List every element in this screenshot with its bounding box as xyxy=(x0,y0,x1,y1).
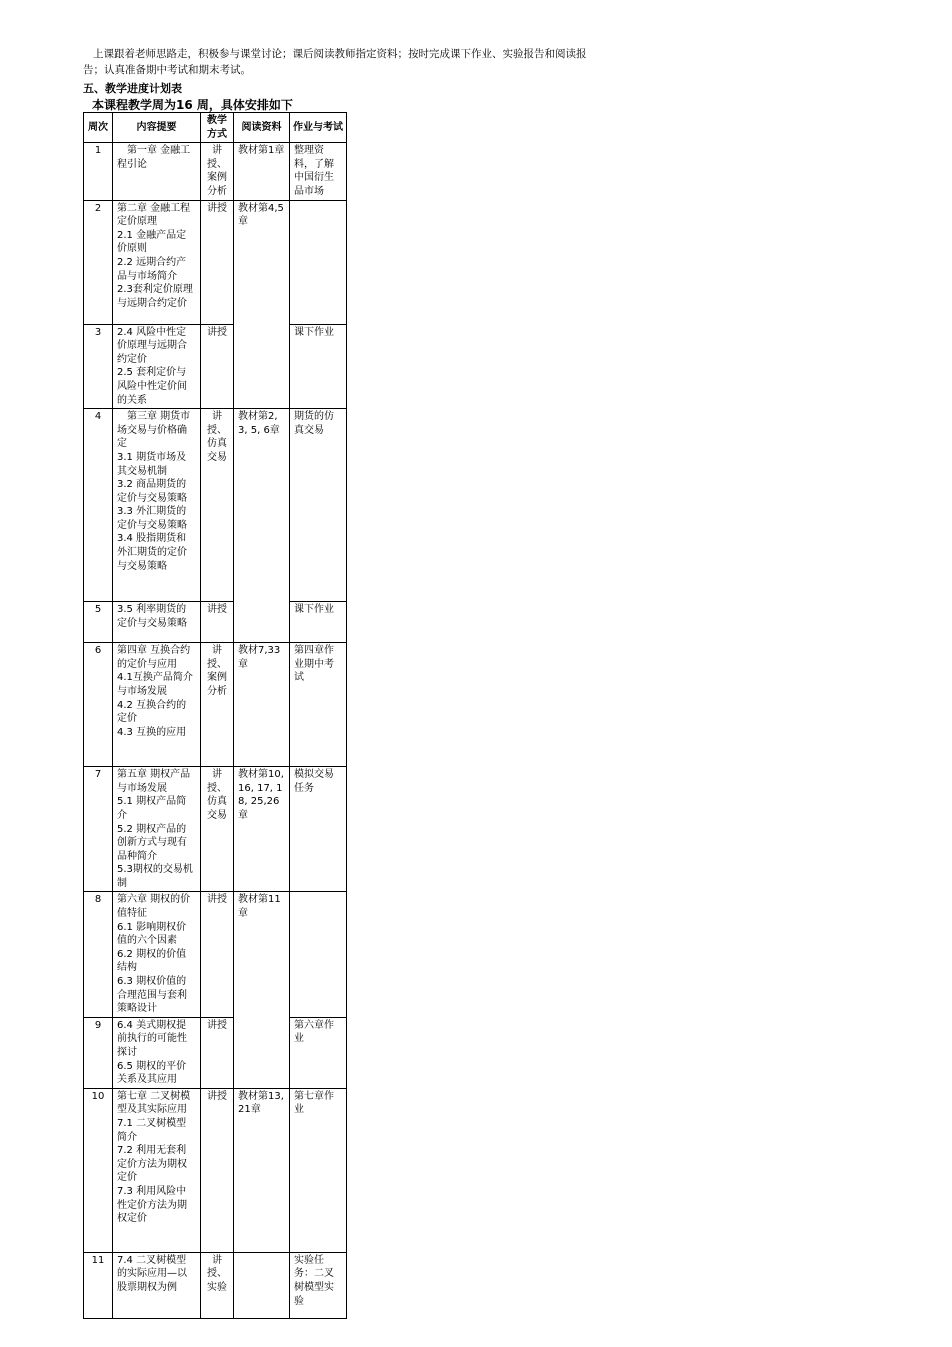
reading-cell: 教材第4,5章 xyxy=(234,200,290,409)
table-header-row xyxy=(84,113,347,143)
table-row xyxy=(84,200,347,324)
header-content: 内容提要 xyxy=(113,113,201,143)
content-cell: 第四章 互换合约的定价与应用 4.1互换产品简介与市场发展 4.2 互换合约的定价 4.3 互换的应用 xyxy=(113,643,201,767)
week-number: 11 xyxy=(84,1252,113,1318)
reading-cell: 教材第10, 16, 17, 18, 25,26章 xyxy=(234,767,290,892)
method-cell: 讲授、仿真交易 xyxy=(201,409,234,602)
table-row xyxy=(84,892,347,1017)
table-row xyxy=(84,643,347,767)
method-cell: 讲授 xyxy=(201,602,234,643)
method-cell: 讲授 xyxy=(201,1017,234,1088)
homework-cell: 整理资料，了解中国衍生品市场 xyxy=(290,143,347,200)
schedule-table xyxy=(83,112,347,1319)
table-row xyxy=(84,143,347,200)
homework-cell: 第四章作业期中考试 xyxy=(290,643,347,767)
table-row xyxy=(84,767,347,892)
homework-cell: 课下作业 xyxy=(290,602,347,643)
content-cell: 2.4 风险中性定价原理与远期合约定价 2.5 套利定价与风险中性定价间的关系 xyxy=(113,324,201,409)
method-cell: 讲授 xyxy=(201,892,234,1017)
week-number: 10 xyxy=(84,1088,113,1252)
table-row xyxy=(84,602,347,643)
week-number: 3 xyxy=(84,324,113,409)
week-number: 9 xyxy=(84,1017,113,1088)
homework-cell: 课下作业 xyxy=(290,324,347,409)
table-row xyxy=(84,409,347,602)
header-reading: 阅读资料 xyxy=(234,113,290,143)
homework-cell: 第七章作业 xyxy=(290,1088,347,1252)
content-cell: 第五章 期权产品与市场发展 5.1 期权产品简介 5.2 期权产品的创新方式与现有品种简介 5.3期权的交易机制 xyxy=(113,767,201,892)
content-cell: 6.4 美式期权提前执行的可能性探讨 6.5 期权的平价关系及其应用 xyxy=(113,1017,201,1088)
method-cell: 讲授、仿真交易 xyxy=(201,767,234,892)
content-cell: 第六章 期权的价值特征 6.1 影响期权价值的六个因素 6.2 期权的价值结构 6.3 期权价值的合理范围与套利策略设计 xyxy=(113,892,201,1017)
week-number: 8 xyxy=(84,892,113,1017)
method-cell: 讲授 xyxy=(201,324,234,409)
table-row xyxy=(84,1088,347,1252)
header-homework: 作业与考试 xyxy=(290,113,347,143)
reading-cell: 教材第2, 3, 5, 6章 xyxy=(234,409,290,643)
reading-cell: 教材第11章 xyxy=(234,892,290,1088)
homework-cell xyxy=(290,892,347,1017)
section-title: 五、教学进度计划表 xyxy=(83,82,182,95)
week-number: 5 xyxy=(84,602,113,643)
content-cell: 第二章 金融工程定价原理 2.1 金融产品定价原则 2.2 远期合约产品与市场简介 2.3套利定价原理与远期合约定价 xyxy=(113,200,201,324)
reading-cell: 教材第13,21章 xyxy=(234,1088,290,1252)
content-cell: 7.4 二叉树模型的实际应用—以股票期权为例 xyxy=(113,1252,201,1318)
method-cell: 讲授、实验 xyxy=(201,1252,234,1318)
week-number: 1 xyxy=(84,143,113,200)
homework-cell: 期货的仿真交易 xyxy=(290,409,347,602)
header-week: 周次 xyxy=(84,113,113,143)
schedule-subtitle: 本课程教学周为16 周，具体安排如下 xyxy=(92,98,293,112)
content-cell: 第三章 期货市场交易与价格确定 3.1 期货市场及其交易机制 3.2 商品期货的定价与交易策略 3.3 外汇期货的定价与交易策略 3.4 股指期货和外汇期货的定价与交易策略 xyxy=(113,409,201,602)
homework-cell xyxy=(290,200,347,324)
week-number: 4 xyxy=(84,409,113,602)
reading-cell: 教材第1章 xyxy=(234,143,290,200)
header-method: 教学方式 xyxy=(201,113,234,143)
content-cell: 第七章 二叉树模型及其实际应用 7.1 二叉树模型简介 7.2 利用无套利定价方法为期权定价 7.3 利用风险中性定价方法为期权定价 xyxy=(113,1088,201,1252)
table-row xyxy=(84,324,347,409)
content-cell: 3.5 利率期货的定价与交易策略 xyxy=(113,602,201,643)
reading-cell xyxy=(234,1252,290,1318)
reading-cell: 教材7,33章 xyxy=(234,643,290,767)
homework-cell: 实验任务：二叉树模型实验 xyxy=(290,1252,347,1318)
table-row xyxy=(84,1017,347,1088)
week-number: 2 xyxy=(84,200,113,324)
homework-cell: 第六章作业 xyxy=(290,1017,347,1088)
content-cell: 第一章 金融工程引论 xyxy=(113,143,201,200)
method-cell: 讲授、案例分析 xyxy=(201,643,234,767)
intro-paragraph: 上课跟着老师思路走，积极参与课堂讨论；课后阅读教师指定资料；按时完成课下作业、实验报告和阅读报告；认真准备期中考试和期末考试。 xyxy=(83,48,587,76)
method-cell: 讲授 xyxy=(201,1088,234,1252)
week-number: 7 xyxy=(84,767,113,892)
week-number: 6 xyxy=(84,643,113,767)
homework-cell: 模拟交易任务 xyxy=(290,767,347,892)
table-row xyxy=(84,1252,347,1318)
method-cell: 讲授、案例分析 xyxy=(201,143,234,200)
method-cell: 讲授 xyxy=(201,200,234,324)
